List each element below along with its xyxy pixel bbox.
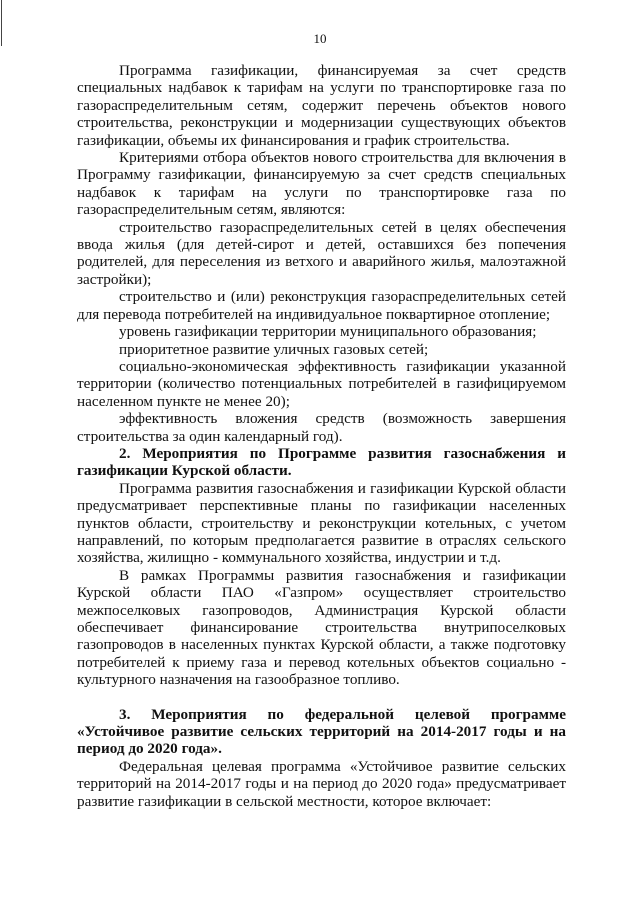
criterion-street-networks: приоритетное развитие уличных газовых сетей; (119, 340, 429, 358)
criterion-housing-networks: строительство газораспределительных сетей в целях обеспечения ввода жилья (для детей-сирот и детей, оставшихся без попечения родителей, для переселения из ветхого и аварийного жилья, малоэтажной застройки); (77, 218, 566, 288)
document-body (77, 62, 566, 810)
criterion-gasification-level: уровень газификации территории муниципального образования; (119, 323, 537, 341)
section-heading-2: 2. Мероприятия по Программе развития газоснабжения и газификации Курской области. (77, 444, 566, 480)
criterion-socio-economic-efficiency: социально-экономическая эффективность газификации указанной территории (количество потенциальных потребителей в газифицируемом населенном пункте не менее 20); (77, 357, 566, 410)
paragraph-gazprom-role: В рамках Программы развития газоснабжения и газификации Курской области ПАО «Газпром» осуществляет строительство межпоселковых газопроводов, Администрация Курской области обеспечивает финансирование строительства внутрипоселковых газопроводов в населенных пунктах Курской области, а также подготовку потребителей к приему газа и перевод котельных объектов социально - культурного назначения на газообразное топливо. (77, 566, 566, 689)
paragraph-regional-program: Программа развития газоснабжения и газификации Курской области предусматривает перспективные планы по газификации населенных пунктов области, строительству и реконструкции котельных, с учетом направлений, по которым предполагается развитие в отраслях сельского хозяйства, жилищно - коммунального хозяйства, индустрии и т.д. (77, 479, 566, 567)
section-heading-3: 3. Мероприятия по федеральной целевой программе «Устойчивое развитие сельских территорий на 2014-2017 годы и на период до 2020 года». (77, 705, 566, 758)
page-number: 10 (313, 31, 327, 46)
paragraph-selection-criteria: Критериями отбора объектов нового строительства для включения в Программу газификации, финансируемую за счет средств специальных надбавок к тарифам на услуги по транспортировке газа по газораспределительным сетям, являются: (77, 149, 566, 219)
paragraph-federal-program: Федеральная целевая программа «Устойчивое развитие сельских территорий на 2014-2017 годы и на период до 2020 года» предусматривает развитие газификации в сельской местности, которое включает: (77, 757, 566, 810)
paragraph-program-description: Программа газификации, финансируемая за счет средств специальных надбавок к тарифам на услуги по транспортировке газа по газораспределительным сетям, содержит перечень объектов нового строительства, реконструкции и модернизации существующих объектов газификации, объемы их финансирования и график строительства. (77, 62, 566, 149)
criterion-investment-efficiency: эффективность вложения средств (возможность завершения строительства за один календарный год). (77, 410, 566, 445)
criterion-individual-heating: строительство и (или) реконструкция газораспределительных сетей для перевода потребителей на индивидуальное поквартирное отопление; (77, 288, 566, 323)
